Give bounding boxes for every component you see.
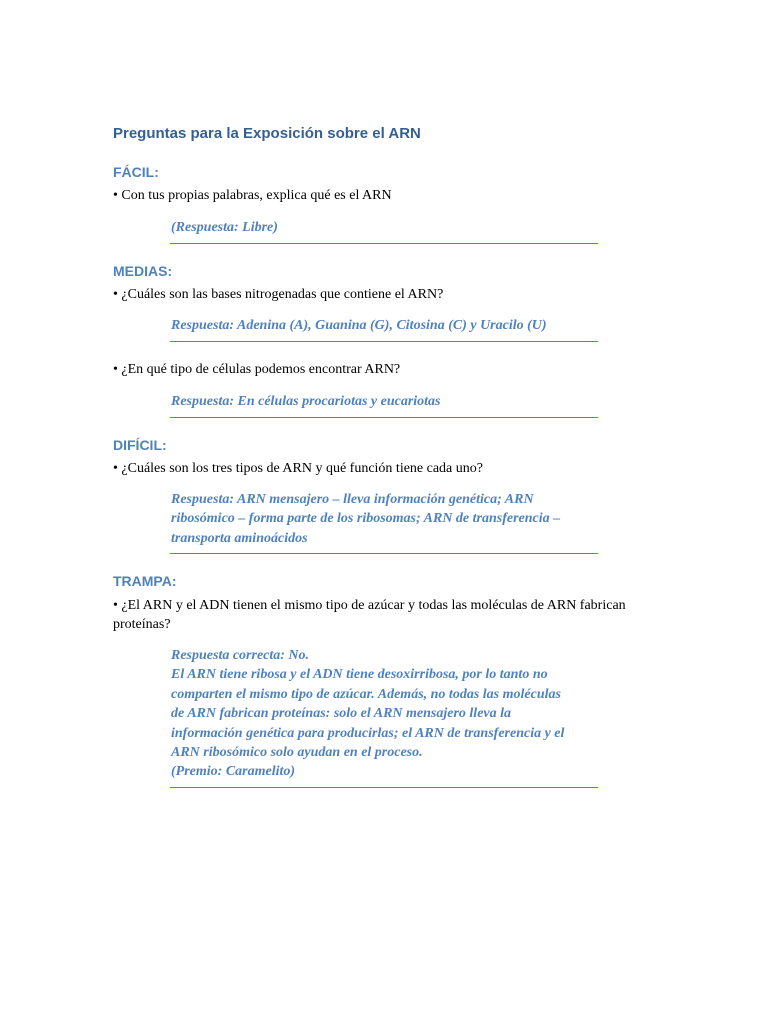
answer-line: ribosómico – forma parte de los ribosomas; ARN de transferencia – [171, 511, 561, 527]
answer-rule [170, 787, 598, 788]
answer-line: comparten el mismo tipo de azúcar. Además, no todas las moléculas [171, 686, 561, 702]
answer-line: Respuesta: Adenina (A), Guanina (G), Citosina (C) y Uracilo (U) [171, 318, 547, 333]
answer-line: de ARN fabrican proteínas: solo el ARN mensajero lleva la [171, 706, 512, 722]
question-trampa-1: • ¿El ARN y el ADN tienen el mismo tipo de azúcar y todas las moléculas de ARN fabrican proteínas? [113, 598, 626, 632]
answer-line: transporta aminoácidos [171, 530, 308, 546]
heading-facil: FÁCIL: [113, 164, 159, 180]
answer-rule [170, 243, 598, 244]
question-medias-1: • ¿Cuáles son las bases nitrogenadas que contiene el ARN? [113, 287, 444, 302]
heading-medias: MEDIAS: [113, 263, 173, 279]
answer-line: ARN ribosómico solo ayudan en el proceso. [171, 745, 423, 761]
answer-line: El ARN tiene ribosa y el ADN tiene desoxirribosa, por lo tanto no [171, 667, 548, 683]
question-dificil-1: • ¿Cuáles son los tres tipos de ARN y qué función tiene cada uno? [113, 461, 483, 476]
answer-rule [170, 341, 598, 342]
question-medias-2: • ¿En qué tipo de células podemos encontrar ARN? [113, 362, 401, 377]
answer-line: Respuesta: En células procariotas y eucariotas [171, 394, 441, 409]
answer-medias-1 [171, 316, 599, 335]
answer-medias-2 [171, 392, 599, 411]
answer-facil-1 [171, 218, 599, 237]
answer-line: (Respuesta: Libre) [171, 220, 278, 235]
answer-rule [170, 553, 598, 554]
answer-line: Respuesta: ARN mensajero – lleva información genética; ARN [171, 492, 534, 507]
answer-line: (Premio: Caramelito) [171, 764, 296, 780]
page-title: Preguntas para la Exposición sobre el ARN [113, 125, 421, 142]
answer-line: Respuesta correcta: No. [171, 648, 310, 663]
question-facil-1: • Con tus propias palabras, explica qué es el ARN [113, 188, 392, 203]
answer-trampa-1 [171, 646, 599, 782]
heading-trampa: TRAMPA: [113, 573, 177, 589]
answer-rule [170, 417, 598, 418]
answer-dificil-1 [171, 490, 599, 548]
heading-dificil: DIFÍCIL: [113, 437, 167, 453]
answer-line: información genética para producirlas; el ARN de transferencia y el [171, 725, 565, 741]
